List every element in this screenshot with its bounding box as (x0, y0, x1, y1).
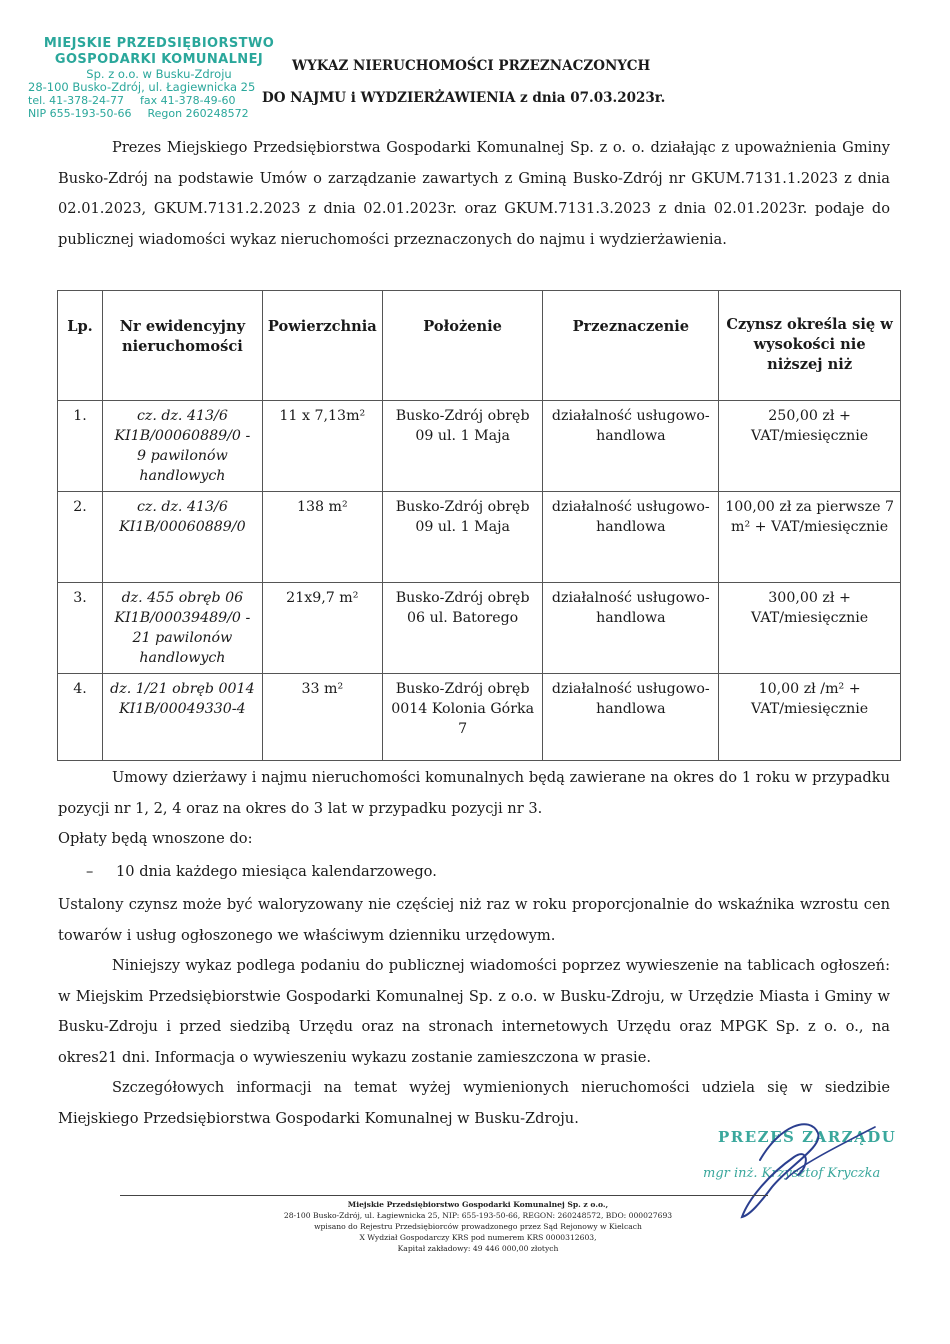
cell-polozenie: Busko-Zdrój obręb 09 ul. 1 Maja (382, 492, 543, 583)
cell-lp: 4. (58, 674, 103, 761)
cell-czynsz: 300,00 zł + VAT/miesięcznie (719, 583, 901, 674)
title-line1: WYKAZ NIERUCHOMOŚCI PRZEZNACZONYCH (292, 58, 651, 74)
cell-lp: 2. (58, 492, 103, 583)
footer-capital: Kapitał zakładowy: 49 446 000,00 złotych (397, 1244, 559, 1253)
signature-title: PREZES ZARZĄDU (718, 1128, 897, 1146)
dash-bullet: – (86, 863, 94, 880)
stamp-regon: Regon 260248572 (147, 107, 249, 120)
signature-name: mgr inż. Krzysztof Kryczka (703, 1166, 881, 1181)
cell-polozenie: Busko-Zdrój obręb 09 ul. 1 Maja (382, 401, 543, 492)
cell-powierzchnia: 21x9,7 m² (262, 583, 382, 674)
cell-czynsz: 250,00 zł + VAT/miesięcznie (719, 401, 901, 492)
header-czynsz: Czynsz określa się w wysokości nie niższej niż (719, 291, 901, 401)
table-row (58, 674, 901, 761)
stamp-line2: GOSPODARKI KOMUNALNEJ (54, 52, 264, 67)
information-paragraph: Szczegółowych informacji na temat wyżej wymienionych nieruchomości udziela się w siedzibie Miejskiego Przedsiębiorstwa Gospodarki Komunalnej w Busku-Zdroju. (58, 1079, 890, 1127)
table-row (58, 583, 901, 674)
cell-przeznaczenie: działalność usługowo-handlowa (543, 674, 719, 761)
cell-przeznaczenie: działalność usługowo-handlowa (543, 401, 719, 492)
table-row (58, 492, 901, 583)
publication-paragraph: Niniejszy wykaz podlega podaniu do publicznej wiadomości poprzez wywieszenie na tablicach ogłoszeń: w Miejskim Przedsiębiorstwie Gospodarki Komunalnej Sp. z o.o. w Busku-Zdroju, w Urzędzie Miasta i Gminy w Busku-Zdroju i przed siedzibą Urzędu oraz na stronach internetowych Urzędu oraz MPGK Sp. z o. o., na okres21 dni. Informacja o wywieszeniu wykazu zostanie zamieszczona w prasie. (58, 957, 890, 1066)
footer-rule (120, 1195, 768, 1196)
cell-lp: 1. (58, 401, 103, 492)
cell-czynsz: 10,00 zł /m² + VAT/miesięcznie (719, 674, 901, 761)
footer-register: wpisano do Rejestru Przedsiębiorców prowadzonego przez Sąd Rejonowy w Kielcach (314, 1222, 642, 1231)
cell-nr: dz. 1/21 obręb 0014 KI1B/00049330-4 (102, 674, 262, 761)
cell-nr: cz. dz. 413/6 KI1B/00060889/0 (102, 492, 262, 583)
stamp-line1: MIEJSKIE PRZEDSIĘBIORSTWO (43, 36, 275, 51)
cell-lp: 3. (58, 583, 103, 674)
payment-deadline-text: 10 dnia każdego miesiąca kalendarzowego. (116, 863, 437, 880)
header-nr: Nr ewidencyjny nieruchomości (102, 291, 262, 401)
cell-przeznaczenie: działalność usługowo-handlowa (543, 583, 719, 674)
stamp-address: 28-100 Busko-Zdrój, ul. Łagiewnicka 25 (28, 80, 256, 94)
cell-nr: dz. 455 obręb 06 KI1B/00039489/0 - 21 pawilonów handlowych (102, 583, 262, 674)
header-lp: Lp. (58, 291, 103, 401)
cell-czynsz: 100,00 zł za pierwsze 7 m² + VAT/miesięcznie (719, 492, 901, 583)
table-row (58, 401, 901, 492)
property-table (57, 290, 901, 761)
table-header-row (58, 291, 901, 401)
stamp-line3: Sp. z o.o. w Busku-Zdroju (86, 67, 232, 81)
stamp-fax: fax 41-378-49-60 (140, 94, 236, 107)
header-polozenie: Położenie (382, 291, 543, 401)
cell-nr: cz. dz. 413/6 KI1B/00060889/0 - 9 pawilonów handlowych (102, 401, 262, 492)
handwritten-signature (690, 1105, 900, 1225)
rent-indexation-paragraph: Ustalony czynsz może być waloryzowany nie częściej niż raz w roku proporcjonalnie do wskaźnika wzrostu cen towarów i usług ogłoszonego we właściwym dzienniku urzędowym. (58, 896, 890, 944)
company-stamp (28, 36, 290, 120)
footer-company: Miejskie Przedsiębiorstwo Gospodarki Komunalnej Sp. z o.o., (347, 1200, 609, 1209)
page-footer (258, 1199, 698, 1254)
cell-polozenie: Busko-Zdrój obręb 06 ul. Batorego (382, 583, 543, 674)
payment-deadline-item (58, 857, 437, 887)
title-line2: DO NAJMU i WYDZIERŻAWIENIA z dnia 07.03.2023r. (262, 90, 666, 106)
stamp-tel: tel. 41-378-24-77 (28, 94, 125, 107)
intro-paragraph: Prezes Miejskiego Przedsiębiorstwa Gospodarki Komunalnej Sp. z o. o. działając z upoważnienia Gminy Busko-Zdrój na podstawie Umów o zarządzanie zawartych z Gminą Busko-Zdrój nr GKUM.7131.1.2023 z dnia 02.01.2023, GKUM.7131.2.2023 z dnia 02.01.2023r. oraz GKUM.7131.3.2023 z dnia 02.01.2023r. podaje do publicznej wiadomości wykaz nieruchomości przeznaczonych do najmu i wydzierżawienia. (58, 139, 890, 248)
stamp-nip: NIP 655-193-50-66 (28, 107, 132, 120)
cell-powierzchnia: 33 m² (262, 674, 382, 761)
cell-powierzchnia: 138 m² (262, 492, 382, 583)
cell-polozenie: Busko-Zdrój obręb 0014 Kolonia Górka 7 (382, 674, 543, 761)
lease-term-paragraph: Umowy dzierżawy i najmu nieruchomości komunalnych będą zawierane na okres do 1 roku w przypadku pozycji nr 1, 2, 4 oraz na okres do 3 lat w przypadku pozycji nr 3. (58, 769, 890, 817)
footer-address: 28-100 Busko-Zdrój, ul. Łagiewnicka 25, NIP: 655-193-50-66, REGON: 260248572, BDO: 000027693 (283, 1211, 673, 1220)
footer-krs: X Wydział Gospodarczy KRS pod numerem KRS 0000312603, (359, 1233, 597, 1242)
cell-przeznaczenie: działalność usługowo-handlowa (543, 492, 719, 583)
payments-label: Opłaty będą wnoszone do: (58, 830, 253, 847)
cell-powierzchnia: 11 x 7,13m² (262, 401, 382, 492)
header-przeznaczenie: Przeznaczenie (543, 291, 719, 401)
header-powierzchnia: Powierzchnia (262, 291, 382, 401)
